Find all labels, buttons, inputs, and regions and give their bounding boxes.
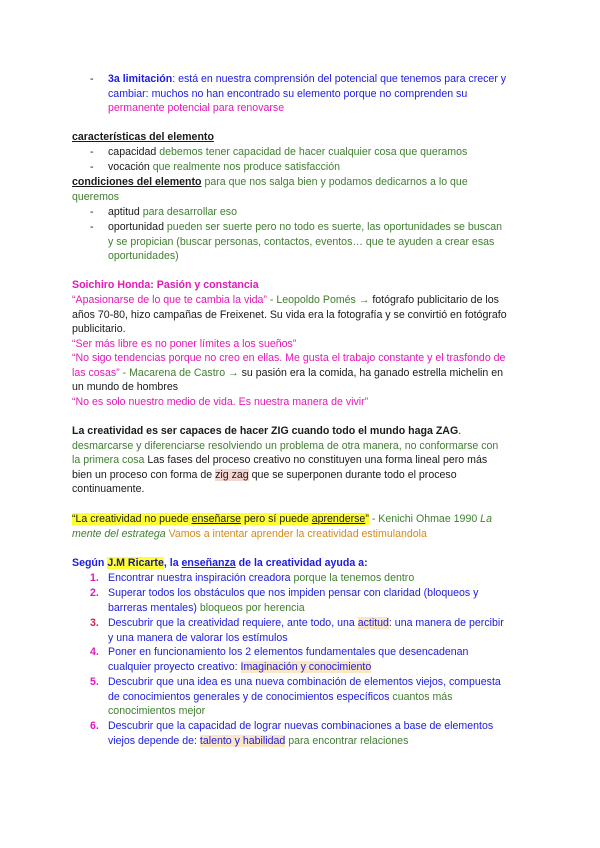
condiciones-intro: queremos (72, 191, 120, 203)
limitation-3-line3: permanente potencial para renovarse (108, 102, 285, 115)
ricarte-item: Descubrir que la capacidad de lograr nuevas combinaciones a base de elementos viejos depende de: talento y habilidad para encontrar relaciones (108, 720, 494, 747)
ricarte-item: Poner en funcionamiento los 2 elementos fundamentales que desencadenan cualquier proyecto creativo: Imaginación y conocimiento (108, 646, 469, 673)
honda-quote-1: “Apasionarse de lo que te cambia la vida” - Leopoldo Pomés → fotógrafo publicitario de los años 70-80, hizo campañas de Freixenet. Su vida era la fotografía y se convirtió en fotógrafo publicitario. (72, 294, 507, 336)
limitation-3-text: : está en nuestra comprensión del potencial que tenemos para crecer y (172, 73, 507, 85)
honda-quote-4: “No es solo nuestro medio de vida. Es nuestra manera de vivir” (72, 396, 369, 408)
list-number: 6. (90, 720, 99, 732)
limitation-3-line2: cambiar: muchos no han encontrado su elemento porque no comprenden su (108, 87, 468, 100)
caracteristica-item: vocación que realmente nos produce satisfacción (108, 161, 341, 173)
ohmae-quote: “La creatividad no puede enseñarse pero sí puede aprenderse” - Kenichi Ohmae 1990 La mente del estratega Vamos a intentar aprender la creatividad estimulandola (72, 513, 492, 540)
honda-quote-3: “No sigo tendencias porque no creo en ellas. Me gusta el trabajo constante y el trasfondo de las cosas” - Macarena de Castro → su pasión era la comida, ha ganado estrella michelin en un mundo de hombres (72, 352, 506, 394)
zigzag-section: La creatividad es ser capaces de hacer ZIG cuando todo el mundo haga ZAG. desmarcarse y diferenciarse resolviendo un problema de otra manera, no conformarse con la primera cosa Las fases del proceso creativo no constituyen una forma lineal pero más bien un proceso con forma de zig zag que se superponen durante todo el proceso continuamente. (72, 425, 499, 496)
list-number: 5. (90, 676, 99, 688)
list-bullet: - (90, 221, 94, 233)
list-bullet: - (90, 206, 94, 218)
condicion-item: aptitud para desarrollar eso (108, 206, 237, 218)
list-number: 2. (90, 587, 99, 599)
ricarte-heading: Según J.M Ricarte, la enseñanza de la creatividad ayuda a: (72, 557, 368, 569)
condicion-item: oportunidad pueden ser suerte pero no todo es suerte, las oportunidades se buscan y se propician (buscar personas, contactos, eventos… que te ayuden a crear esas oportunidades) (108, 221, 503, 263)
zigzag-highlight: zig zag (215, 468, 249, 481)
list-bullet: - (90, 146, 94, 158)
ricarte-item: Descubrir que una idea es una nueva combinación de elementos viejos, compuesta de conocimientos generales y de conocimientos específicos cuantos más conocimientos mejor (108, 676, 501, 718)
caracteristica-item: capacidad debemos tener capacidad de hacer cualquier cosa que queramos (108, 146, 468, 158)
ricarte-item: Descubrir que la creatividad requiere, ante todo, una actitud: una manera de percibir y una manera de valorar los estímulos (108, 617, 504, 644)
condiciones-heading: condiciones del elemento para que nos salga bien y podamos dedicarnos a lo que (72, 176, 468, 188)
honda-quote-2: “Ser más libre es no poner límites a los sueños” (72, 338, 297, 350)
ricarte-item: Superar todos los obstáculos que nos impiden pensar con claridad (bloqueos y barreras mentales) bloqueos por herencia (108, 587, 479, 614)
list-bullet: - (90, 161, 94, 173)
list-number: 1. (90, 572, 99, 584)
ricarte-item: Encontrar nuestra inspiración creadora porque la tenemos dentro (108, 572, 415, 584)
limitation-3 (108, 72, 506, 116)
list-number: 3. (90, 617, 99, 629)
limitation-3-label: 3a limitación (108, 73, 173, 85)
list-bullet: - (90, 73, 94, 85)
zigzag-heading: La creatividad es ser capaces de hacer ZIG cuando todo el mundo haga ZAG (72, 425, 459, 437)
caracteristicas-heading: características del elemento (72, 131, 214, 143)
honda-heading: Soichiro Honda: Pasión y constancia (72, 279, 259, 291)
list-number: 4. (90, 646, 99, 658)
